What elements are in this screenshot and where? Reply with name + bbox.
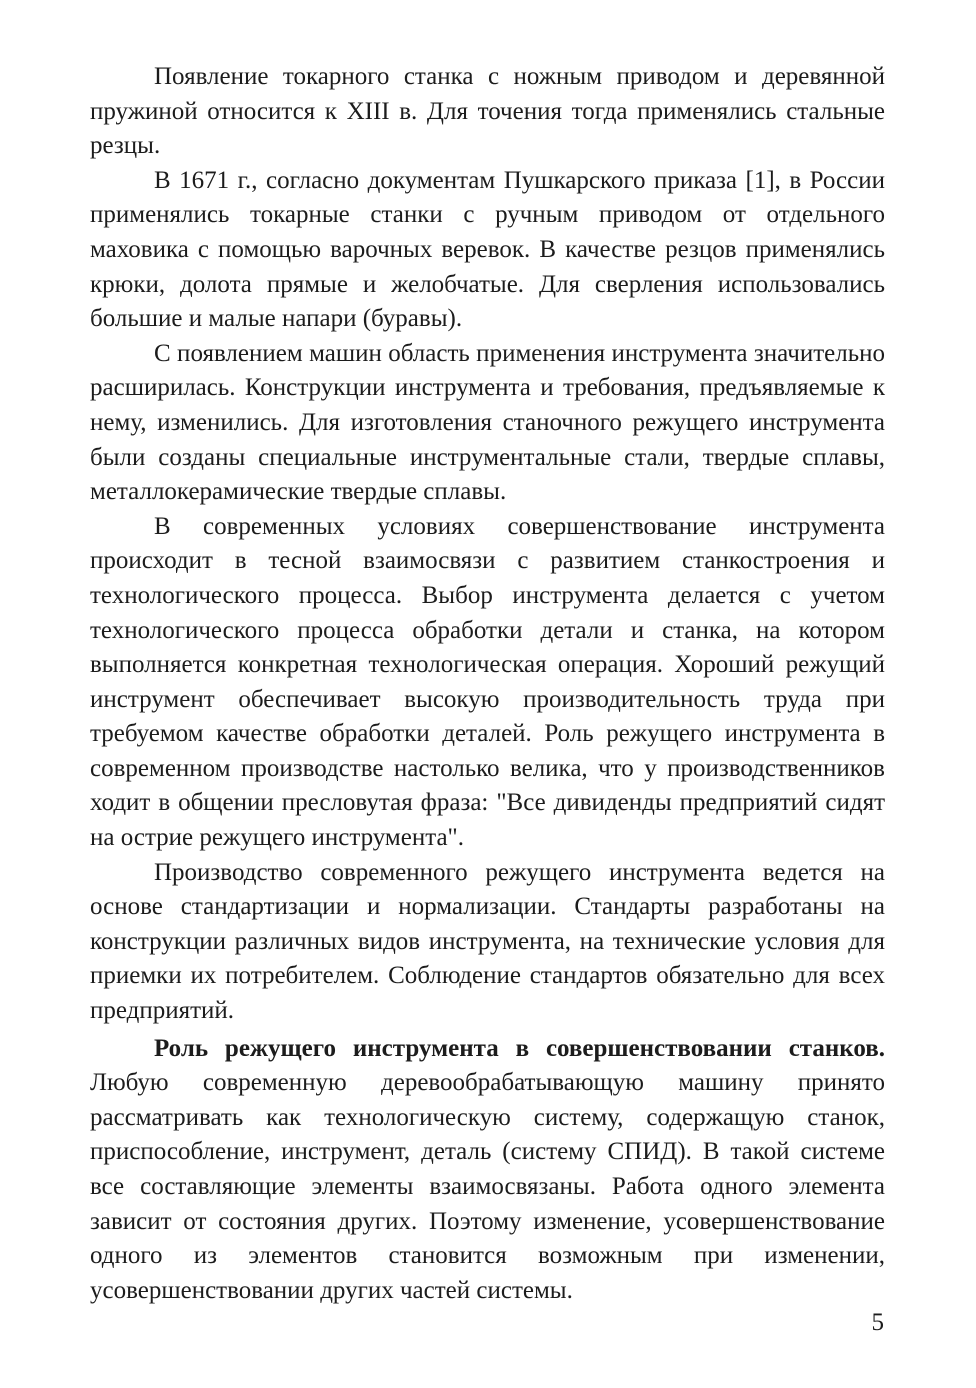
paragraph-machines: С появлением машин область применения инструмента значительно расширилась. Конструкции инструмента и требования, предъявляемые к нему, изменились. Для изготовления станочного режущего инструмента были созданы специальные инструментальные стали, твердые сплавы, металлокерамические твердые сплавы. bbox=[90, 339, 885, 506]
paragraph-standardization: Производство современного режущего инструмента ведется на основе стандартизации и нормализации. Стандарты разработаны на конструкции различных видов инструмента, на технические условия для приемки их потребителем. Соблюдение стандартов обязательно для всех предприятий. bbox=[90, 858, 885, 1025]
page-number: 5 bbox=[871, 1309, 884, 1336]
section-heading: Роль режущего инструмента в совершенствовании станков. bbox=[154, 1034, 885, 1062]
paragraph-spid-system bbox=[90, 1032, 885, 1309]
paragraph-modern-conditions: В современных условиях совершенствование инструмента происходит в тесной взаимосвязи с развитием станкостроения и технологического процесса. Выбор инструмента делается с учетом технологического процесса обработки детали и станка, на котором выполняется конкретная технологическая операция. Хороший режущий инструмент обеспечивает высокую производительность труда при требуемом качестве обработки деталей. Роль режущего инструмента в современном производстве настолько велика, что у производственников ходит в общении пресловутая фраза: "Все дивиденды предприятий сидят на острие режущего инструмента". bbox=[90, 512, 885, 852]
page-body bbox=[90, 60, 885, 1308]
section-text: Любую современную деревообрабатывающую машину принято рассматривать как технологическую систему, содержащую станок, приспособление, инструмент, деталь (систему СПИД). В такой системе все составляющие элементы взаимосвязаны. Работа одного элемента зависит от состояния других. Поэтому изменение, усовершенствование одного из элементов становится возможным при изменении, усовершенствовании других частей системы. bbox=[90, 1069, 885, 1304]
paragraph-lathe-origin: Появление токарного станка с ножным приводом и деревянной пружиной относится к XIII в. Для точения тогда применялись стальные резцы. bbox=[90, 63, 885, 160]
paragraph-1671-russia: В 1671 г., согласно документам Пушкарского приказа [1], в России применялись токарные станки с ручным приводом от отдельного маховика с помощью варочных веревок. В качестве резцов применялись крюки, долота прямые и желобчатые. Для сверления использовались большие и малые напари (буравы). bbox=[90, 166, 885, 333]
